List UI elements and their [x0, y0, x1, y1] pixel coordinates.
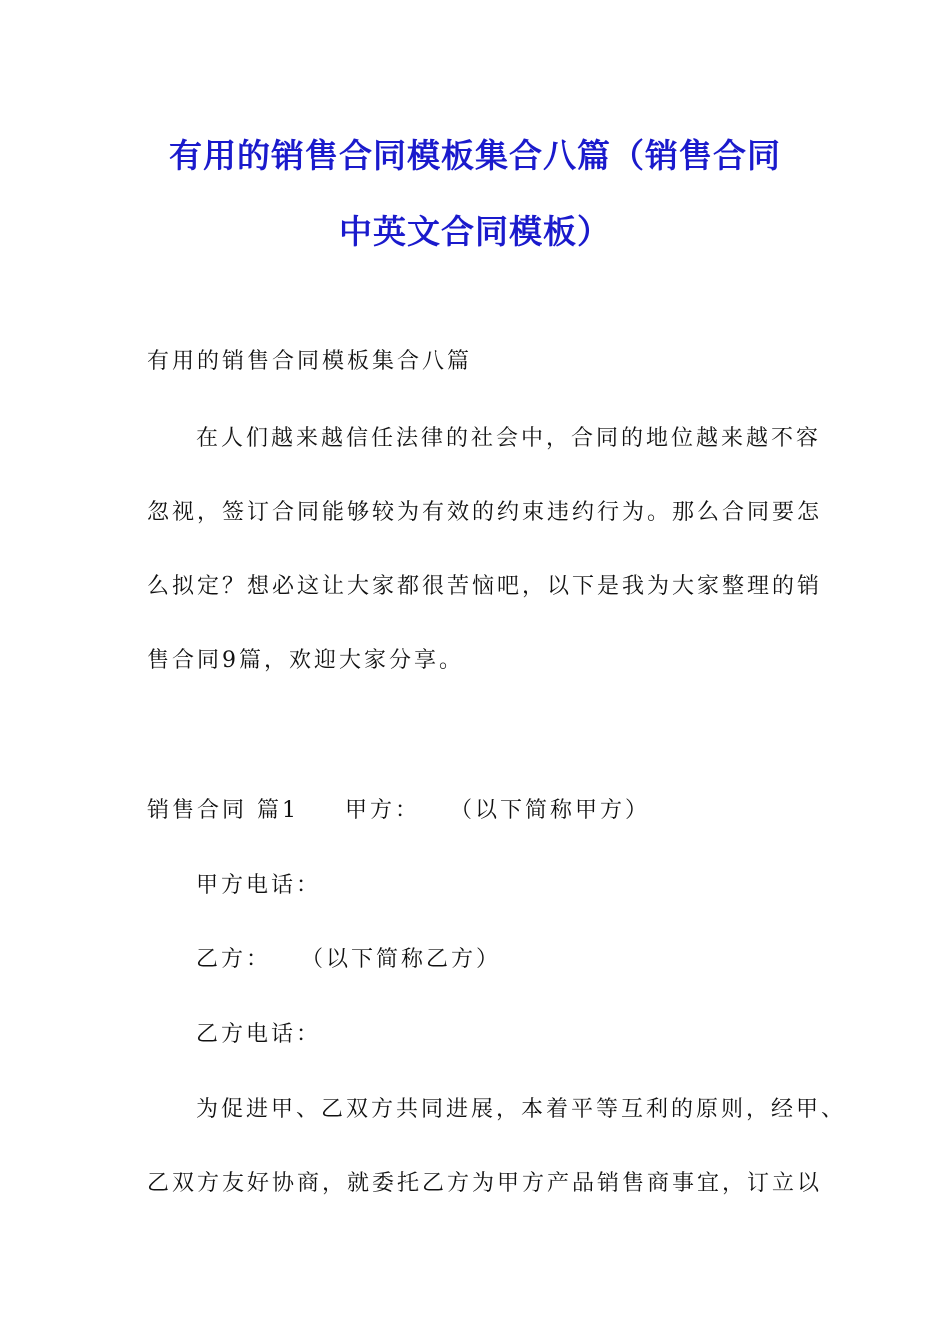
party-a-label: 甲方：	[345, 798, 421, 823]
document-title-line-2: 中英文合同模板）	[339, 212, 611, 251]
document-subtitle: 有用的销售合同模板集合八篇	[147, 349, 473, 374]
party-a-note: （以下简称甲方）	[450, 798, 651, 823]
party-b-row	[196, 942, 501, 973]
party-b-note: （以下简称乙方）	[301, 947, 502, 972]
contract-heading: 销售合同 篇1	[147, 798, 299, 823]
contract-body-line: 为促进甲、乙双方共同进展，本着平等互利的原则，经甲、	[196, 1097, 847, 1122]
party-b-label: 乙方：	[196, 947, 272, 972]
contract-heading-row	[147, 793, 650, 824]
party-a-phone: 甲方电话：	[196, 873, 322, 898]
document-title-line-1: 有用的销售合同模板集合八篇（销售合同	[169, 136, 781, 175]
party-b-phone: 乙方电话：	[196, 1022, 322, 1047]
intro-paragraph-line: 售合同9篇，欢迎大家分享。	[147, 648, 464, 673]
contract-body-line: 乙双方友好协商，就委托乙方为甲方产品销售商事宜，订立以	[147, 1171, 823, 1196]
intro-paragraph-line: 在人们越来越信任法律的社会中，合同的地位越来越不容	[196, 426, 822, 451]
intro-paragraph-line: 么拟定？想必这让大家都很苦恼吧，以下是我为大家整理的销	[147, 574, 823, 599]
intro-paragraph-line: 忽视，签订合同能够较为有效的约束违约行为。那么合同要怎	[147, 500, 823, 525]
